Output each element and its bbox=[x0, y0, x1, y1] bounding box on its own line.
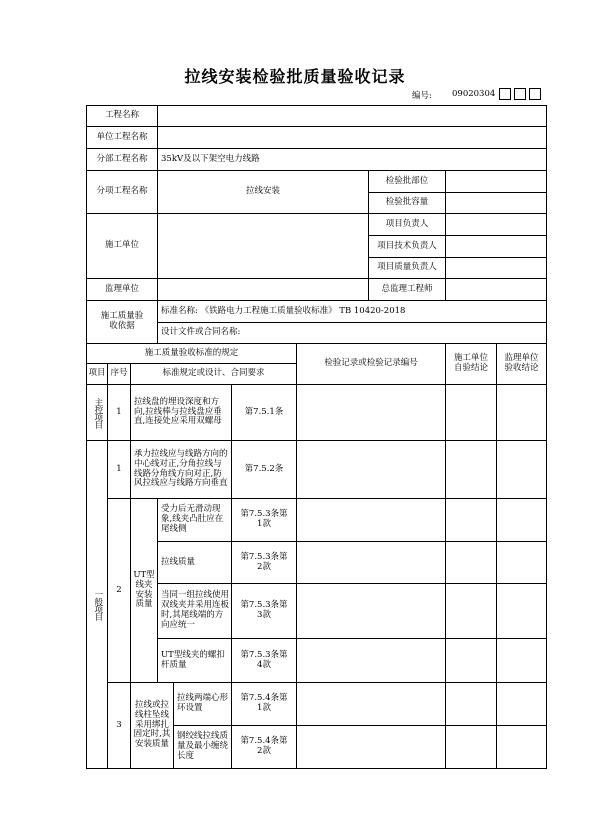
clause-ref: 第7.5.3条第1款 bbox=[231, 498, 297, 542]
construction-result-cell[interactable] bbox=[445, 725, 497, 769]
header-item: 项目 bbox=[86, 363, 108, 385]
clause-ref: 第7.5.3条第4款 bbox=[231, 638, 297, 683]
record-cell[interactable] bbox=[296, 498, 446, 542]
record-cell[interactable] bbox=[296, 682, 446, 726]
seq-number: 3 bbox=[107, 682, 131, 769]
sub-requirement-text bbox=[157, 583, 232, 639]
field-batch-location[interactable] bbox=[445, 170, 547, 193]
supervision-result-cell[interactable] bbox=[496, 682, 547, 726]
sub-requirement-content: 当同一组拉线使用双线夹并采用连板时,其尾线端的方向应统一 bbox=[161, 590, 230, 630]
label-quality-basis: 施工质量验收依据 bbox=[86, 300, 158, 344]
category-main: 主控项目 bbox=[86, 384, 108, 441]
record-cell[interactable] bbox=[296, 384, 446, 441]
supervision-result-cell[interactable] bbox=[496, 384, 547, 441]
clause-ref: 第7.5.1条 bbox=[231, 384, 297, 441]
construction-result-cell[interactable] bbox=[445, 498, 497, 542]
construction-result-cell[interactable] bbox=[445, 541, 497, 584]
construction-result-cell[interactable] bbox=[445, 440, 497, 499]
label-chief-supervisor: 总监理工程师 bbox=[368, 278, 446, 301]
label-batch-location: 检验批部位 bbox=[368, 170, 446, 193]
construction-result-cell[interactable] bbox=[445, 682, 497, 726]
sub-requirement-text bbox=[157, 638, 232, 683]
label-supervision-unit: 监理单位 bbox=[86, 278, 158, 301]
label-quality-lead: 项目质量负责人 bbox=[368, 257, 446, 279]
record-cell[interactable] bbox=[296, 638, 446, 683]
header-supervision-conclusion: 监理单位验收结论 bbox=[496, 343, 547, 385]
construction-result-cell[interactable] bbox=[445, 638, 497, 683]
label-unit-project: 单位工程名称 bbox=[86, 126, 158, 149]
label-project-name: 工程名称 bbox=[86, 105, 158, 127]
sub-requirement-content: 受力后无滑动现象,线夹凸肚应在尾线侧 bbox=[161, 504, 224, 534]
code-label: 编号: bbox=[412, 91, 432, 101]
label-project-lead: 项目负责人 bbox=[368, 213, 446, 236]
code-value: 09020304 bbox=[452, 89, 496, 99]
header-construction-conclusion: 施工单位自验结论 bbox=[445, 343, 497, 385]
label-sub-project: 分部工程名称 bbox=[86, 148, 158, 171]
seq-number: 2 bbox=[107, 498, 131, 683]
requirement-text bbox=[130, 384, 232, 441]
field-tech-lead[interactable] bbox=[445, 235, 547, 258]
supervision-result-cell[interactable] bbox=[496, 638, 547, 683]
sub-requirement-text bbox=[157, 498, 232, 542]
field-chief-supervisor[interactable] bbox=[445, 278, 547, 301]
field-unit-project[interactable] bbox=[157, 126, 547, 149]
sub-requirement-content: 拉线质量 bbox=[161, 556, 196, 567]
supervision-result-cell[interactable] bbox=[496, 440, 547, 499]
record-cell[interactable] bbox=[296, 583, 446, 639]
header-seq: 序号 bbox=[107, 363, 131, 385]
sub-requirement-content: 钢绞线拉线质量及最小缠绕长度 bbox=[177, 731, 229, 761]
construction-result-cell[interactable] bbox=[445, 384, 497, 441]
field-quality-lead[interactable] bbox=[445, 257, 547, 279]
sub-requirement-content: 拉线两端心形环设置 bbox=[177, 693, 229, 713]
seq-number: 1 bbox=[107, 440, 131, 499]
label-tech-lead: 项目技术负责人 bbox=[368, 235, 446, 258]
field-construction-unit[interactable] bbox=[157, 213, 369, 279]
form-title: 拉线安装检验批质量验收记录 bbox=[184, 67, 406, 86]
group-label: 拉线或拉线柱坠线采用绑扎固定时,其安装质量 bbox=[130, 682, 174, 769]
supervision-result-cell[interactable] bbox=[496, 583, 547, 639]
header-spec: 施工质量验收标准的规定 bbox=[86, 343, 297, 364]
supervision-result-cell[interactable] bbox=[496, 725, 547, 769]
requirement-text-content: 承力拉线应与线路方向的中心线对正,分角拉线与线路分角线方向对正,防风拉线应与线路方向垂直 bbox=[134, 448, 228, 489]
requirement-text-content: 拉线盘的埋设深度和方向,拉线棒与拉线盘应垂直,连接处应采用双螺母 bbox=[134, 396, 222, 427]
clause-ref: 第7.5.2条 bbox=[231, 440, 297, 499]
category-general: 一般项目 bbox=[86, 440, 108, 769]
field-standard-name: 标准名称: 《铁路电力工程施工质量验收标准》 TB 10420-2018 bbox=[157, 300, 547, 323]
label-batch-capacity: 检验批容量 bbox=[368, 192, 446, 214]
header-requirement: 标准规定或设计、合同要求 bbox=[130, 363, 297, 385]
field-item-project: 拉线安装 bbox=[157, 170, 369, 214]
record-cell[interactable] bbox=[296, 725, 446, 769]
field-batch-capacity[interactable] bbox=[445, 192, 547, 214]
record-cell[interactable] bbox=[296, 440, 446, 499]
clause-ref: 第7.5.4条第1款 bbox=[231, 682, 297, 726]
field-supervision-unit[interactable] bbox=[157, 278, 369, 301]
sub-requirement-text bbox=[173, 682, 232, 726]
field-project-lead[interactable] bbox=[445, 213, 547, 236]
field-sub-project: 35kV及以下架空电力线路 bbox=[157, 148, 547, 171]
construction-result-cell[interactable] bbox=[445, 583, 497, 639]
sub-requirement-text bbox=[157, 541, 232, 584]
label-construction-unit: 施工单位 bbox=[86, 213, 158, 279]
field-design-docs: 设计文件或合同名称: bbox=[157, 322, 547, 344]
header-record: 检验记录或检验记录编号 bbox=[296, 343, 446, 385]
supervision-result-cell[interactable] bbox=[496, 541, 547, 584]
record-cell[interactable] bbox=[296, 541, 446, 584]
seq-number: 1 bbox=[107, 384, 131, 441]
group-label: UT型线夹安装质量 bbox=[130, 498, 158, 683]
clause-ref: 第7.5.4条第2款 bbox=[231, 725, 297, 769]
sub-requirement-text bbox=[173, 725, 232, 769]
clause-ref: 第7.5.3条第3款 bbox=[231, 583, 297, 639]
label-item-project: 分项工程名称 bbox=[86, 170, 158, 214]
supervision-result-cell[interactable] bbox=[496, 498, 547, 542]
clause-ref: 第7.5.3条第2款 bbox=[231, 541, 297, 584]
requirement-text bbox=[130, 440, 232, 499]
field-project-name[interactable] bbox=[157, 105, 547, 127]
sub-requirement-content: UT型线夹的螺扣杆质量 bbox=[161, 649, 225, 670]
